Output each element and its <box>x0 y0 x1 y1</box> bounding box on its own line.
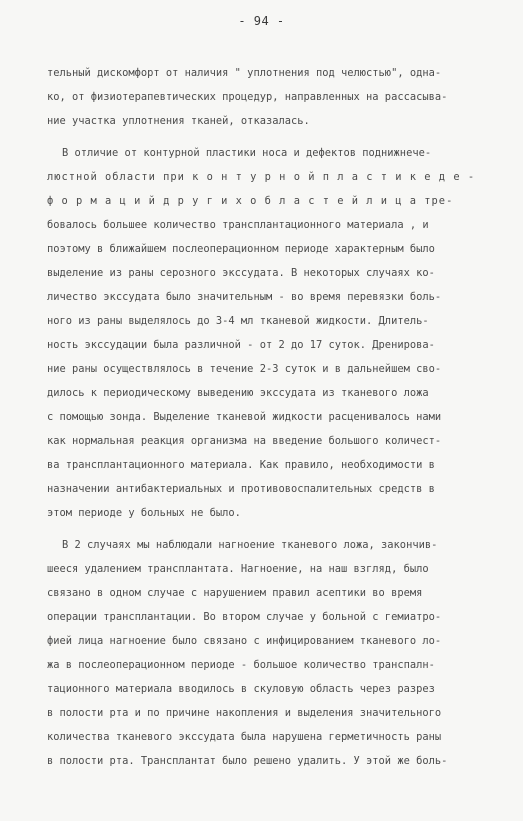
text-line: фией лица нагноение было связано с инфицированием тканевого ло- <box>47 635 442 647</box>
text-line: личество экссудата было значительным - во время перевязки боль- <box>47 291 442 303</box>
text-line: связано в одном случае с нарушением правил асептики во время <box>47 587 423 599</box>
text-line: в полости рта. Трансплантат было решено удалить. У этой же боль- <box>47 755 448 767</box>
text-line: операции трансплантации. Во втором случае у больной с гемиатро- <box>47 611 442 623</box>
text-line: ко, от физиотерапевтических процедур, направленных на рассасыва- <box>47 91 448 103</box>
page-number: - 94 - <box>238 14 285 28</box>
text-line: в полости рта и по причине накопления и выделения значительного <box>47 707 442 719</box>
text-line: этом периоде у больных не было. <box>47 507 241 519</box>
text-line: ва трансплантационного материала. Как правило, необходимости в <box>47 459 435 471</box>
text-line: поэтому в ближайшем послеоперационном периоде характерным было <box>47 243 435 255</box>
text-line: ного из раны выделялось до 3-4 мл тканевой жидкости. Длитель- <box>47 315 429 327</box>
text-line: ние раны осуществлялось в течение 2-3 суток и в дальнейшем сво- <box>47 363 442 375</box>
text-line: жа в послеоперационном периоде - большое количество транспалн- <box>47 659 435 671</box>
text-line: ф о р м а ц и й д р у г и х о б л а с т е й л и ц а тре- <box>47 195 454 207</box>
text-line: количества тканевого экссудата была нарушена герметичность раны <box>47 731 442 743</box>
text-line: как нормальная реакция организма на введение большого количест- <box>47 435 442 447</box>
text-line: выделение из раны серозного экссудата. В некоторых случаях ко- <box>47 267 435 279</box>
paragraph-start-line: В отличие от контурной пластики носа и дефектов поднижнече- <box>62 147 432 159</box>
text-line: дилось к периодическому выведению экссудата из тканевого ложа <box>47 387 429 399</box>
text-line: тельный дискомфорт от наличия " уплотнения под челюстью", одна- <box>47 67 442 79</box>
text-line: ность экссудации была различной - от 2 до 17 суток. Дренирова- <box>47 339 435 351</box>
text-line: бовалось большее количество трансплантационного материала , и <box>47 219 429 231</box>
text-line: тационного материала вводилось в скуловую область через разрез <box>47 683 435 695</box>
text-line: с помощью зонда. Выделение тканевой жидкости расценивалось нами <box>47 411 442 423</box>
text-line: люстной области при к о н т у р н о й п л а с т и к е д е - <box>47 171 476 183</box>
text-line: назначении антибактериальных и противовоспалительных средств в <box>47 483 435 495</box>
text-line: ние участка уплотнения тканей, отказалась. <box>47 115 310 127</box>
text-line: шееся удалением трансплантата. Нагноение, на наш взгляд, было <box>47 563 429 575</box>
paragraph-start-line: В 2 случаях мы наблюдали нагноение тканевого ложа, закончив- <box>62 539 438 551</box>
